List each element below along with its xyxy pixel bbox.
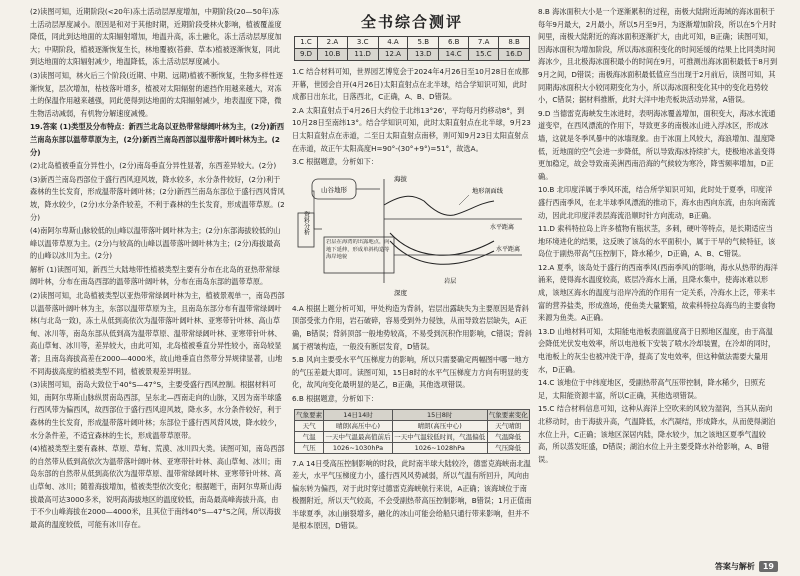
rock-layer-curve bbox=[390, 233, 494, 255]
left-paragraph: (4)南阿尔卑斯山脉较低的山峰以温带落叶阔叶林为主；(2分)东部海拔较低的山峰以温带草原为主。(2分)与较高的山峰以温带落叶阔叶林为主；(2分)海拔最高的山峰以冰川为主。(2分) bbox=[30, 226, 281, 261]
rock-layer-label: 岩层 bbox=[444, 277, 457, 285]
left-paragraph: (4)植被类型主要有森林、草原、草甸、荒漠、冰川四大类。读图可知，南岛西部的自然带从低到高依次为温带落叶阔叶林、亚寒带针叶林、高山草甸、冰川；南岛东部的自然带从低到高依次为温带草原、温带常绿阔叶林、亚寒带针叶林、高山草甸、冰川；随着海拔增加，植被类型依次变化；根据题干，南阿尔卑斯山海拔最高可达3000多米，说明高海拔地区的温度较低，南岛最高峰海拔升高，由于不少山峰海拔在2000—4000米，且其位于南纬40°S—47°S之间，所以海拔最高的温度较低，可能有冰川存在。 bbox=[30, 444, 285, 529]
right-paragraph: 12.A 夏季，该岛处于盛行的西南季风(西南季风)的影响，海水从热带的海洋涌来，使得海水温度较高，底层冷海水上涌，且降水集中，使海冰难以形成，该地区海水的温度与沿岸冷流的作用有一定关系，冷海水上泛，带来丰富的营养盐类，形成渔场，使鱼类大量繁殖，故索科特拉岛海鸟的主要食物来源为鱼类。A正确。 bbox=[538, 262, 778, 323]
weather-header-row bbox=[295, 409, 530, 420]
answer-cell: 9.D bbox=[295, 49, 318, 61]
page-title: 全书综合测评 bbox=[360, 13, 463, 31]
left-paragraph: (2)读图可知，近期阶段(<20年)冻土活动层厚度增加，中期阶段(20—50年)冻土活动层厚度减小。原因是和对于其他时期，近期阶段受林火影响，植被覆盖度降低，同此到达地面的太阳辐射增加，地温升高，冻土融化，冻土活动层厚度加大；中期阶段，植被逐渐恢复生长，林地覆被(苔藓、草本)植被逐渐恢复，同此到达地面的太阳辐射减少，地温降低，冻土活动层厚度减小。 bbox=[30, 7, 282, 67]
answer-row-1 bbox=[295, 37, 530, 49]
left-paragraph: (2)读图可知，北岛植被类型以亚热带常绿阔叶林为主，植被景观单一，南岛西部以温带落叶阔叶林为主，东部以温带草原为主，且南岛东部分布有温带常绿阔叶林(与北岛一致)，冻土从低到高依次为温带落叶阔叶林、亚寒带针叶林、高山草甸、冰川等，南岛东部从低到高为温带草原、温带常绿阔叶林、亚寒带针叶林、高山草甸、冰川等，差异较大，由此可知，北岛植被垂直分异性较小，南岛较显著；且南岛海拔高差在2000—4000米，故山地垂直自然带分异规律显著，山地不同海拔高度的植被类型不同，植被景观差异明显。 bbox=[30, 291, 285, 376]
right-paragraph: 15.C 结合材料信息可知，这种从海洋上空吹来的风较为湿润，当其从南向北移动时，由于海拔升高，气温降低，水汽凝结，形成降水，从而使得湖泊水位上升，C正确；该地区深居内陆，降水较少，加之该地区夏季气温较高，所以蒸发旺盛，D错误；湖泊水位上升主要受降水补给影响，A、B错误。 bbox=[538, 404, 776, 464]
left-paragraph: (3)读图可知，南岛大致位于40°S—47°S，主要受盛行西风控制。根据材料可知，南阿尔卑斯山脉纵贯南岛西部，呈东北—西南走向的山脉，又因为南半球盛行西风带为偏西风，故西部位于盛行西风迎风坡，降水多，水分条件较好，利于森林的生长发育，形成温带落叶阔叶林；东部位于盛行西风背风坡，降水较少，水分条件差，不适宜森林的生长，形成温带草原带。 bbox=[30, 380, 282, 440]
mountain-label: 山谷地形 bbox=[321, 185, 347, 194]
center-paragraph: 2.A 太阳直射点于4月26日大约位于北纬13°26'，平均每月约移动8°，到10月28日至南纬13°。结合学知识可知，此时太阳直射点在北半球，9月23日太阳直射点在赤道，二至日太阳直射点南移，则可知9月23日太阳直射点在赤道，故正午太阳高度H=90°-(30°+9°)=51°，故选A。 bbox=[292, 105, 531, 153]
answer-cell: 1.C bbox=[295, 37, 318, 49]
weather-row bbox=[295, 442, 530, 453]
weather-cell: 一天中气温较低时间，气温偏低 bbox=[394, 432, 486, 441]
terrain-diagram-svg bbox=[294, 171, 530, 299]
weather-header: 15日8时 bbox=[392, 409, 487, 420]
weather-cell: 1026~1030hPa bbox=[324, 442, 393, 453]
center-paragraph: 4.A 根据上题分析可知，甲处构造为背斜，岩层出露缺失为主要原因是背斜顶部受张力作用，岩石破碎，容易受到外力侵蚀，从而导致岩层缺失，A正确，B错误；背斜顶部一般地势较高，不易受到沉积作用影响，C错误；背斜属于褶皱构造，一般没有断层发育，D错误。 bbox=[292, 303, 532, 351]
answer-cell: 16.D bbox=[499, 49, 530, 61]
weather-row bbox=[295, 431, 530, 442]
weather-cell: 晴朗(高压中心) bbox=[324, 420, 393, 431]
rock-layer-curve bbox=[390, 241, 494, 264]
answer-cell: 8.B bbox=[499, 37, 530, 49]
weather-cell: 天气 bbox=[295, 420, 324, 431]
answer-cell: 15.C bbox=[469, 49, 499, 61]
weather-table bbox=[294, 409, 530, 454]
page-number: 19 bbox=[759, 561, 778, 572]
answer-cell: 14.C bbox=[439, 49, 469, 61]
answer-row-2 bbox=[295, 49, 530, 61]
center-paragraph: 7.A 14日受高压控制影响的时段，此时南半球大陆较冷，德雷克海峡南北温差大，水平气压梯度力小，盛行西风风势减弱，所以气温有所回升，风向由偏东转为偏西，对于此时穿过德雷克海峡航行来说，A正确；该海域位于南极圈附近，所以天气较高，不会受副热带高压控制影响，B错误；1月正值南半球夏季，冰山崩裂增多，融化的冰山可能会给船只通行带来影响，但并不是根本原因，D错误。 bbox=[292, 458, 532, 531]
terrain-diagram bbox=[294, 171, 530, 299]
weather-header: 气象要素变化 bbox=[488, 410, 528, 419]
weather-cell: 晴朗(高压中心) bbox=[392, 420, 487, 431]
left-paragraph: (2)北岛植被垂直分异性小，(2分)南岛垂直分异性显著，东西差异较大。(2分) bbox=[30, 161, 277, 171]
terrain-pointer bbox=[459, 195, 469, 205]
answer-cell: 2.A bbox=[318, 37, 348, 49]
answer-cell: 12.A bbox=[378, 49, 408, 61]
right-paragraph: 9.D 当德雷克海峡发生冰进时，表明海冰覆盖增加，面积变大，海冰水流通道变窄，在西风漂流的作用下，导致更多的南极冰山进入浮冰区，形成冰墙，这就是冬季风暴中的冰墙现象。由于冰面上风较大，海浪增加、温度降低，近地面的空气会进一步降低，所以导致海冰持续扩大，使极地冰盖变得更加稳定，故会导致南美洲西南沿海的气候较为寒冷，降雪频率增加，D正确。 bbox=[538, 108, 776, 181]
sea-level-label: 海拔 bbox=[394, 174, 407, 183]
weather-cell: 1026~1028hPa bbox=[392, 442, 487, 453]
right-paragraph: 11.D 索科特拉岛上许多植物有瓶状茎，多刺，硬叶等特点，是长期适应当地环境进化的结果，这反映了该岛的水平面积小，属于干旱的气候特征，该岛位于副热带高气压控制下，降水稀少，D正确，A、B、C错误。 bbox=[538, 224, 776, 259]
weather-cell: 气压降低 bbox=[487, 442, 529, 453]
footer-label: 答案与解析 bbox=[714, 562, 755, 571]
center-paragraph: 3.C 根据题意，分析如下： bbox=[292, 157, 379, 167]
terrain-label: 地形剖面线 bbox=[472, 187, 503, 195]
answer-cell: 5.B bbox=[408, 37, 439, 49]
center-column bbox=[292, 6, 532, 554]
left-paragraph: (3)读图可知，林火后三个阶段(近期、中期、远期)植被不断恢复，生物多样性逐渐恢复，层次增加，枯枝落叶增多，植被对太阳辐射的遮挡作用越来越大，对冻土的保温作用越来越强，同此使得到达地面的太阳辐射减少，地表温度下降，微生物活动减弱，有机物分解速度减慢。 bbox=[30, 70, 283, 118]
answer-table bbox=[294, 36, 530, 61]
weather-cell: 气温降低 bbox=[487, 431, 529, 442]
weather-cell: 一天中气温最高值前后 bbox=[325, 432, 391, 441]
weather-row bbox=[295, 420, 530, 431]
compare-text-wrapper bbox=[326, 239, 392, 273]
horizontal-label: 水平距离 bbox=[496, 245, 521, 253]
right-paragraph: 8.B 海冰面积大小是一个逐渐累积的过程，南极大陆附近海域的海冰面积于每年9月最大，2月最小，所以5月至9月，为逐渐增加阶段，所以在5个月时间里，南极大陆附近的海冰面积逐渐扩大，由此可知，B正确；读图可知，因海冰面积为增加阶段，所以海冰面积变化的时间延缓的结果上比同类时间海冰少，且北极海冰面积最小的时间在9月，可推测出海冰面积最低于8月到9月之间，D错误；南极海冰面积最低值应当出现于2月前后，读图可知，其同期海冰面积大小较同期变化为小，所以海冰面积变化其中的变化趋势较小，C错误；据材料推断，此时大洋中地壳板块活动异常，A错误。 bbox=[538, 7, 778, 105]
weather-header: 14日14时 bbox=[324, 409, 393, 420]
weather-cell: 天气晴朗 bbox=[487, 420, 529, 431]
answer-cell: 11.D bbox=[347, 49, 378, 61]
right-paragraph: 14.C 该地位于中纬度地区，受副热带高气压带控制，降水稀少，日照充足，太阳能资源丰富，所以C正确，其他选项错误。 bbox=[538, 378, 766, 400]
left-paragraph: (3)新西兰南岛西部位于盛行西风迎风坡，降水较多，水分条件较好，(2分)利于森林的生长发育，形成温带落叶阔叶林；(2分)新西兰南岛东部位于盛行西风背风坡，降水较少，(2分)水分条件较差，不利于森林的生长发育，形成温带草原。(2分) bbox=[30, 174, 285, 222]
right-column bbox=[538, 6, 778, 554]
horizontal-label: 水平距离 bbox=[490, 223, 515, 231]
weather-cell: 气压 bbox=[295, 442, 324, 453]
left-paragraph: 解析 (1)读图可知，新西兰大陆地带性植被类型主要有分布在北岛的亚热带常绿阔叶林，分布在南岛西部的温带落叶阔叶林，分布在南岛东部的温带草原。 bbox=[30, 264, 280, 287]
right-paragraph: 13.D 山地材料可知，太阳能电池板表面温度高于日照地区温度，由于高温会降低光伏发电效率，所以电池板下安装了喷水冷却装置，在冷却的同时，电池板上的灰尘也被冲洗干净，提高了发电效率，但这种做法需要大量用水，D正确。 bbox=[538, 326, 776, 374]
left-column bbox=[30, 6, 285, 554]
answer-cell: 13.D bbox=[408, 49, 439, 61]
center-paragraph: 1.C 结合材料可知，世界园艺博览会于2024年4月26日至10月28日在成都开幕，世园会自开(4月26日)太阳直射点在北半球，结合学知识可知，此时成都日出东北，日落西北，C正确，A、B、D错误。 bbox=[292, 67, 529, 102]
center-paragraph: 6.B 根据题意，分析如下： bbox=[292, 393, 378, 403]
page-footer bbox=[715, 561, 778, 572]
answer-cell: 7.A bbox=[469, 37, 499, 49]
answer-cell: 10.B bbox=[318, 49, 348, 61]
right-paragraph: 10.B 北印度洋属于季风环流，结合所学知识可知，此时处于夏季，印度洋盛行西南季风，在北半球季风漂流的推动下，海水由西向东流，由东向南流动，因此北印度洋表层海流沿顺时针方向流动，B正确。 bbox=[538, 185, 776, 220]
source-label: 资料分析 bbox=[302, 210, 310, 235]
weather-cell: 气温 bbox=[295, 431, 324, 442]
left-paragraph: 19.答案 (1)类型及分布特点：新西兰北岛以亚热带常绿阔叶林为主，(2分)新西兰南岛东部以温带草原为主，(2分)新西兰南岛西部以温带落叶阔叶林为主。(2分) bbox=[30, 122, 285, 157]
compare-label: 岩层在海湾的出露地点，向地下延伸，形成单斜构造等海岸地貌 bbox=[326, 238, 390, 260]
terrain-curve bbox=[384, 196, 494, 215]
depth-label: 深度 bbox=[394, 288, 407, 297]
answer-cell: 3.C bbox=[347, 37, 378, 49]
answer-cell: 6.B bbox=[439, 37, 469, 49]
center-paragraph: 5.B 风向主要受水平气压梯度力的影响，所以只需要确定两幅图中哪一地方的气压差最大即可。读图可知，15日8时的水平气压梯度力方向有明显的变化，故风向变化最明显的是乙，B正确，其他选项错误。 bbox=[292, 355, 529, 390]
weather-header: 气象要素 bbox=[296, 410, 323, 419]
answer-cell: 4.A bbox=[378, 37, 408, 49]
